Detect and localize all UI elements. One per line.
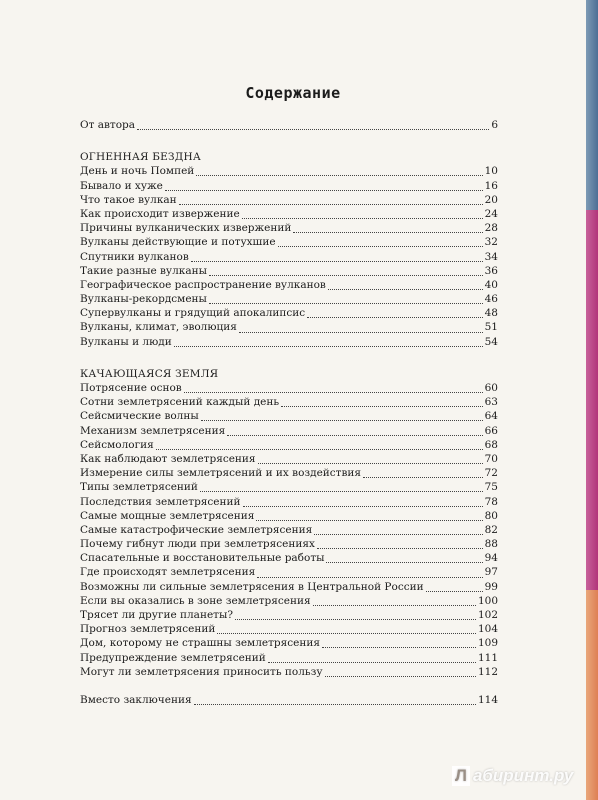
leader-dots — [209, 266, 483, 276]
toc-entry-page: 51 — [484, 321, 498, 334]
toc-entry-label: Самые мощные землетрясения — [80, 509, 255, 522]
leader-dots — [235, 610, 476, 620]
leader-dots — [293, 223, 482, 233]
leader-dots — [184, 383, 483, 393]
toc-entry-page: 94 — [484, 552, 498, 565]
toc-entry — [80, 409, 498, 423]
leader-dots — [209, 294, 483, 304]
toc-entry-label: Супервулканы и грядущий апокалипсис — [80, 307, 306, 320]
toc-entry — [80, 466, 498, 480]
toc-entry-page: 40 — [484, 278, 498, 291]
toc-entry-label: Как происходит извержение — [80, 207, 240, 220]
toc-entry — [80, 509, 498, 523]
toc-entry-page: 80 — [484, 509, 498, 522]
toc-entry-page: 99 — [484, 580, 498, 593]
toc-entry — [80, 164, 498, 178]
toc-entry — [80, 306, 498, 320]
leader-dots — [217, 624, 476, 634]
toc-entry-label: Где происходят землетрясения — [80, 566, 256, 579]
toc-entry-label: Дом, которому не страшны землетрясения — [80, 637, 320, 650]
toc-entry-page: 68 — [484, 438, 498, 451]
toc-entry-page: 63 — [484, 396, 498, 409]
toc-entry-label: Как наблюдают землетрясения — [80, 452, 256, 465]
toc-entry-label: День и ночь Помпей — [80, 165, 195, 178]
toc-entry-page: 109 — [477, 637, 498, 650]
leader-dots — [256, 511, 482, 521]
toc-entry-page: 48 — [484, 307, 498, 320]
table-of-contents — [80, 118, 498, 707]
page-edge-magenta — [586, 210, 598, 590]
toc-entry — [80, 608, 498, 622]
toc-entry-page: 82 — [484, 523, 498, 536]
watermark — [452, 766, 573, 786]
leader-dots — [165, 181, 483, 191]
toc-entry — [80, 320, 498, 334]
toc-entry-label: Вулканы, климат, эволюция — [80, 321, 237, 334]
leader-dots — [257, 568, 482, 578]
leader-dots — [325, 667, 476, 677]
toc-entry-page: 75 — [484, 481, 498, 494]
toc-entry — [80, 278, 498, 292]
toc-entry — [80, 424, 498, 438]
toc-entry-page: 97 — [484, 566, 498, 579]
toc-entry-label: Измерение силы землетрясений и их воздействия — [80, 467, 362, 480]
toc-entry-label: Последствия землетрясений — [80, 495, 241, 508]
toc-entry — [80, 250, 498, 264]
toc-entry-label: Сейсмические волны — [80, 410, 199, 423]
toc-entry-page: 54 — [484, 335, 498, 348]
toc-entry — [80, 580, 498, 594]
toc-entry-label: Сейсмология — [80, 438, 154, 451]
leader-dots — [281, 397, 483, 407]
toc-entry — [80, 438, 498, 452]
leader-dots — [137, 120, 489, 130]
toc-entry-label: Прогноз землетрясений — [80, 623, 216, 636]
leader-dots — [363, 468, 483, 478]
toc-entry — [80, 381, 498, 395]
toc-entry — [80, 636, 498, 650]
toc-entry-label: Спасательные и восстановительные работы — [80, 552, 325, 565]
toc-entry-page: 20 — [484, 193, 498, 206]
toc-entry — [80, 235, 498, 249]
leader-dots — [156, 440, 483, 450]
toc-entry-page: 16 — [484, 179, 498, 192]
toc-entry-label: Что такое вулкан — [80, 193, 177, 206]
toc-entry-label: Такие разные вулканы — [80, 264, 207, 277]
toc-entry — [80, 495, 498, 509]
leader-dots — [317, 539, 483, 549]
toc-entry — [80, 452, 498, 466]
leader-dots — [201, 411, 483, 421]
leader-dots — [227, 426, 482, 436]
toc-entry-page: 28 — [484, 222, 498, 235]
toc-entry-label: Вместо заключения — [80, 693, 192, 706]
section-heading-2: КАЧАЮЩАЯСЯ ЗЕМЛЯ — [80, 367, 219, 380]
toc-entry-label: Географическое распространение вулканов — [80, 278, 326, 291]
toc-entry-page: 102 — [477, 609, 498, 621]
section-heading-1: ОГНЕННАЯ БЕЗДНА — [80, 151, 202, 164]
leader-dots — [242, 209, 483, 219]
toc-entry-label: Причины вулканических извержений — [80, 222, 292, 235]
toc-entry-page: 24 — [484, 207, 498, 220]
toc-entry-page: 88 — [484, 538, 498, 551]
leader-dots — [268, 653, 476, 663]
toc-entry-label: Вулканы-рекордсмены — [80, 293, 207, 306]
leader-dots — [326, 553, 482, 563]
toc-entry-outro — [80, 693, 498, 707]
leader-dots — [194, 695, 476, 705]
toc-entry-label: Если вы оказались в зоне землетрясения — [80, 594, 311, 607]
toc-entry — [80, 594, 498, 608]
toc-entry — [80, 565, 498, 579]
toc-entry-page: 78 — [484, 495, 498, 508]
toc-entry-page: 64 — [484, 410, 498, 423]
toc-entry — [80, 292, 498, 306]
leader-dots — [243, 497, 483, 507]
leader-dots — [179, 195, 483, 205]
page-title: Содержание — [245, 84, 341, 102]
leader-dots — [191, 252, 483, 262]
toc-entry-page: 60 — [484, 382, 498, 394]
watermark-text: абиринт.ру — [472, 766, 574, 785]
toc-entry-label: Спутники вулканов — [80, 250, 189, 263]
toc-entry-label: Вулканы действующие и потухшие — [80, 236, 276, 249]
leader-dots — [196, 166, 482, 176]
toc-entry — [80, 523, 498, 537]
toc-entry-page: 114 — [477, 693, 498, 706]
toc-entry-label: Типы землетрясений — [80, 481, 198, 494]
toc-entry — [80, 207, 498, 221]
toc-entry-page: 104 — [477, 623, 498, 636]
toc-entry — [80, 335, 498, 349]
leader-dots — [307, 308, 482, 318]
toc-entry-label: Почему гибнут люди при землетрясениях — [80, 538, 315, 551]
toc-entry-page: 66 — [484, 424, 498, 437]
toc-entry — [80, 537, 498, 551]
leader-dots — [322, 638, 476, 648]
toc-entry — [80, 221, 498, 235]
toc-entry-page: 46 — [484, 293, 498, 306]
toc-entry — [80, 665, 498, 679]
toc-entry-label: Вулканы и люди — [80, 335, 172, 348]
leader-dots — [328, 280, 483, 290]
toc-entry — [80, 193, 498, 207]
toc-entry-page: 6 — [491, 119, 498, 131]
toc-entry-page: 34 — [484, 250, 498, 263]
toc-entry-page: 32 — [484, 236, 498, 249]
page-edge-blue — [586, 0, 598, 210]
toc-entry-label: Потрясение основ — [80, 382, 182, 394]
toc-entry-label: Могут ли землетрясения приносить пользу — [80, 665, 323, 678]
leader-dots — [174, 337, 483, 347]
leader-dots — [239, 323, 483, 333]
toc-entry-label: Механизм землетрясения — [80, 424, 226, 437]
toc-entry-page: 36 — [484, 264, 498, 277]
leader-dots — [258, 454, 483, 464]
toc-entry-page: 10 — [484, 165, 498, 178]
toc-entry-page: 70 — [484, 452, 498, 465]
leader-dots — [200, 482, 483, 492]
toc-entry — [80, 651, 498, 665]
leader-dots — [314, 525, 482, 535]
toc-entry-page: 112 — [477, 665, 498, 678]
toc-entry — [80, 551, 498, 565]
toc-entry — [80, 622, 498, 636]
toc-entry-page: 100 — [477, 594, 498, 607]
toc-entry-label: Трясет ли другие планеты? — [80, 609, 233, 621]
toc-entry-intro — [80, 118, 498, 132]
toc-entry-label: Самые катастрофические землетрясения — [80, 523, 313, 536]
watermark-logo: Л — [452, 766, 470, 786]
toc-entry-page: 72 — [484, 467, 498, 480]
leader-dots — [313, 596, 476, 606]
toc-entry-page: 111 — [477, 651, 498, 664]
toc-entry — [80, 480, 498, 494]
leader-dots — [278, 237, 483, 247]
page-edge-orange — [586, 590, 598, 800]
toc-entry-label: От автора — [80, 119, 136, 131]
toc-entry-label: Сотни землетрясений каждый день — [80, 396, 280, 409]
toc-entry-label: Возможны ли сильные землетрясения в Центральной России — [80, 580, 424, 593]
leader-dots — [426, 582, 483, 592]
toc-entry-label: Предупреждение землетрясений — [80, 651, 266, 664]
toc-entry — [80, 179, 498, 193]
toc-entry — [80, 264, 498, 278]
toc-entry-label: Бывало и хуже — [80, 179, 163, 192]
toc-entry — [80, 395, 498, 409]
